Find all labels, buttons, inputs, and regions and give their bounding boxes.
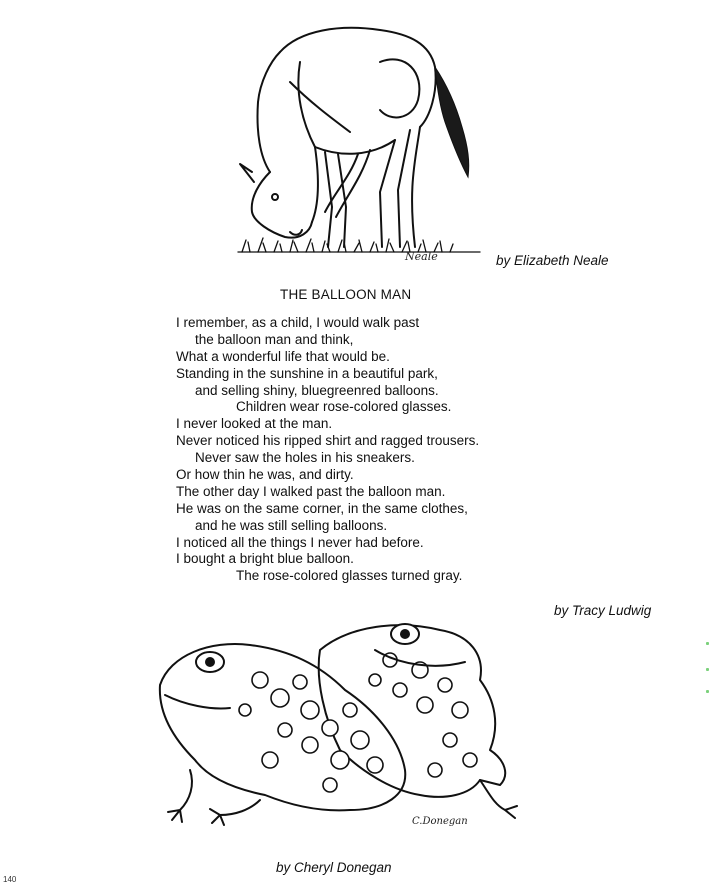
poem-line: Standing in the sunshine in a beautiful park, (176, 365, 438, 381)
poem-line: I never looked at the man. (176, 416, 333, 432)
margin-mark (706, 690, 709, 693)
poem-line: He was on the same corner, in the same clothes, (176, 500, 468, 516)
toads-artist-credit: by Cheryl Donegan (276, 860, 392, 875)
horse-artist-signature: Neale (405, 250, 438, 263)
margin-mark (706, 642, 709, 645)
grazing-horse-illustration (230, 22, 480, 267)
toads-stipple-illustration (150, 610, 530, 840)
poem-line: Never noticed his ripped shirt and ragged trousers. (176, 433, 480, 449)
poem-line: Or how thin he was, and dirty. (176, 467, 354, 483)
poem-line: the balloon man and think, (195, 331, 354, 347)
margin-mark (706, 668, 709, 671)
poem-line: I remember, as a child, I would walk past (176, 315, 420, 330)
poem-author-credit: by Tracy Ludwig (554, 603, 652, 618)
poem-line: I noticed all the things I never had before. (176, 534, 424, 550)
poem-line: and he was still selling balloons. (195, 517, 388, 533)
poem-body (176, 315, 479, 585)
poem-line: The rose-colored glasses turned gray. (236, 568, 463, 584)
toads-artist-signature: C.Donegan (412, 816, 468, 827)
poem-line: Never saw the holes in his sneakers. (195, 450, 415, 466)
page-number: 140 (3, 875, 17, 884)
poem-line: I bought a bright blue balloon. (176, 551, 354, 567)
poem-line: What a wonderful life that would be. (176, 348, 390, 364)
poem-title: THE BALLOON MAN (280, 287, 412, 302)
horse-artist-credit: by Elizabeth Neale (496, 253, 609, 268)
poem-line: and selling shiny, bluegreenred balloons. (195, 382, 439, 398)
poem-line: Children wear rose-colored glasses. (236, 399, 452, 415)
poem-line: The other day I walked past the balloon man. (176, 483, 446, 499)
